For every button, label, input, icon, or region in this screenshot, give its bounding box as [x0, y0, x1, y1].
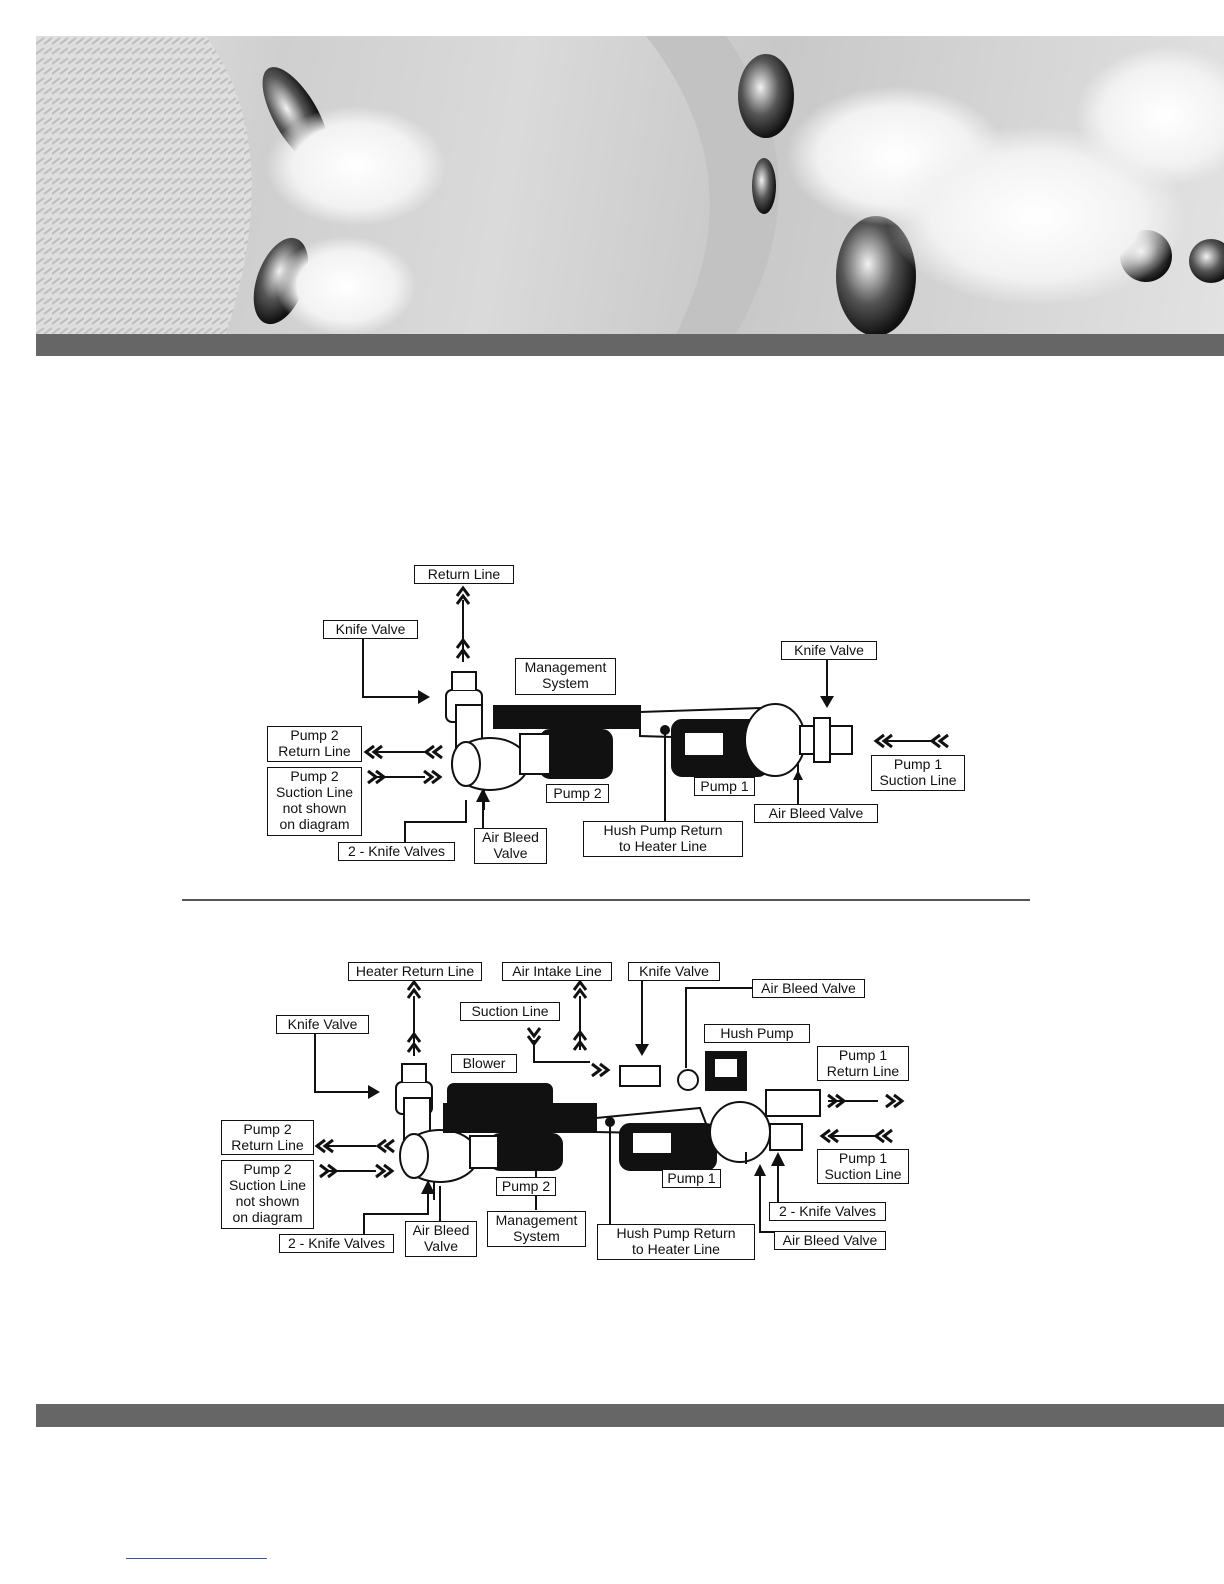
label-pump1-suction-line-2: Pump 1 Suction Line: [817, 1149, 909, 1184]
label-pump2: Pump 2: [546, 784, 609, 803]
footer-link-underline: [126, 1558, 267, 1559]
label-pump1-2: Pump 1: [662, 1169, 721, 1188]
label-heater-return-line: Heater Return Line: [348, 962, 482, 981]
label-pump2-return-line-2: Pump 2 Return Line: [221, 1120, 314, 1155]
label-air-bleed-valve-bottom: Air Bleed Valve: [774, 1231, 886, 1250]
label-blower: Blower: [451, 1054, 517, 1073]
label-air-bleed-valve-right: Air Bleed Valve: [754, 804, 878, 823]
knife-valve-top-shape: [620, 1066, 660, 1086]
management-system-shape-2: [444, 1104, 596, 1132]
label-knife-valve-left-2: Knife Valve: [276, 1015, 369, 1034]
label-hush-pump: Hush Pump: [704, 1024, 810, 1043]
label-air-bleed-valve-left: Air Bleed Valve: [474, 828, 547, 864]
label-two-knife-valves-right: 2 - Knife Valves: [769, 1202, 886, 1221]
footer-band: [36, 1404, 1224, 1427]
label-management-system: Management System: [515, 658, 616, 695]
label-air-bleed-valve-top: Air Bleed Valve: [752, 979, 865, 998]
label-pump1-return-line: Pump 1 Return Line: [817, 1046, 909, 1081]
label-knife-valve-top: Knife Valve: [628, 962, 720, 981]
label-pump1: Pump 1: [694, 777, 755, 796]
label-pump2-suction-line: Pump 2 Suction Line not shown on diagram: [267, 767, 362, 836]
label-air-intake-line: Air Intake Line: [502, 962, 612, 981]
label-hush-pump-return: Hush Pump Return to Heater Line: [583, 821, 743, 857]
label-two-knife-valves-left: 2 - Knife Valves: [279, 1234, 394, 1253]
label-air-bleed-valve-left-2: Air Bleed Valve: [405, 1221, 477, 1257]
label-management-system-2: Management System: [487, 1211, 586, 1247]
label-pump2-suction-line-2: Pump 2 Suction Line not shown on diagram: [221, 1160, 314, 1229]
label-pump2-return-line: Pump 2 Return Line: [267, 726, 362, 762]
label-knife-valve-right: Knife Valve: [781, 641, 877, 660]
label-pump2-2: Pump 2: [496, 1177, 556, 1196]
label-suction-line: Suction Line: [460, 1002, 560, 1021]
label-return-line: Return Line: [414, 565, 514, 584]
label-two-knife-valves: 2 - Knife Valves: [338, 842, 455, 861]
pump2-motor-2: [490, 1134, 562, 1170]
pump1-suction-pipe: [770, 1124, 802, 1150]
label-pump1-suction-line: Pump 1 Suction Line: [871, 755, 965, 791]
pump1-return-pipe: [766, 1090, 820, 1116]
label-hush-pump-return-2: Hush Pump Return to Heater Line: [597, 1224, 755, 1260]
label-knife-valve-left: Knife Valve: [323, 620, 418, 639]
